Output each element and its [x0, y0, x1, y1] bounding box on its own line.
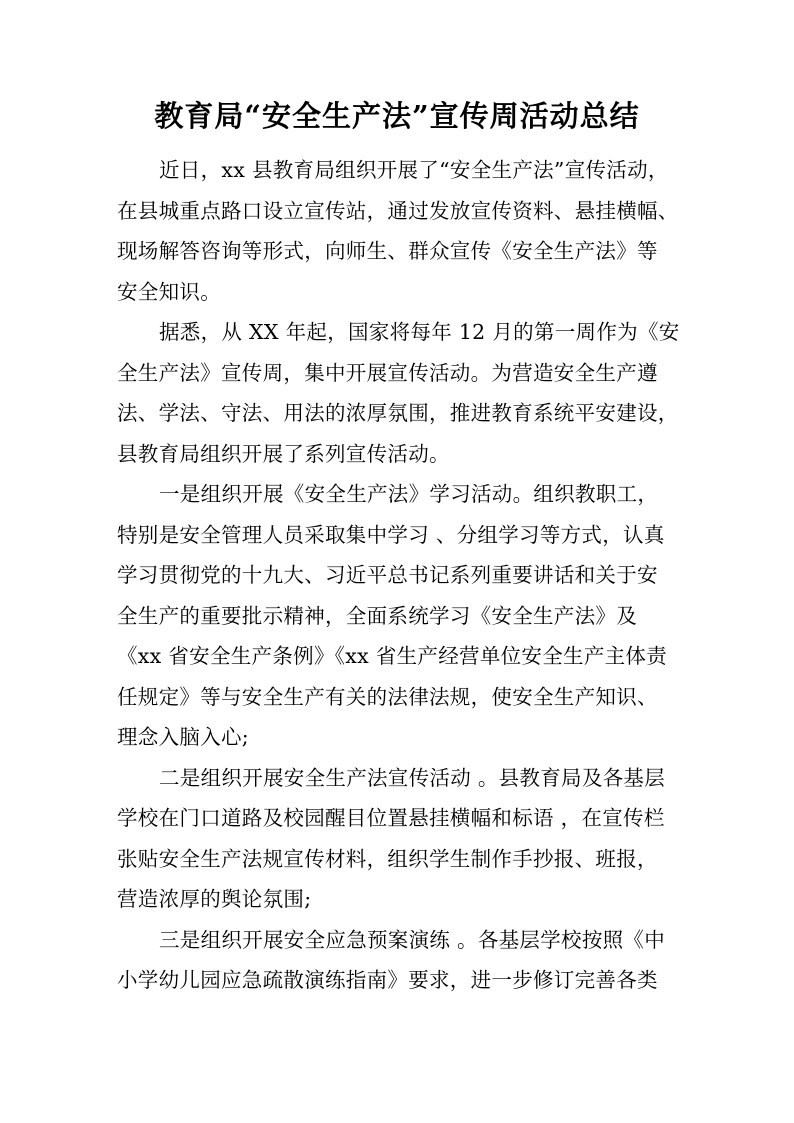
- text-line: 张贴安全生产法规宣传材料，组织学生制作手抄报、班报，: [117, 846, 658, 871]
- text-line: 三是组织开展安全应急预案演练 。各基层学校按照《中: [159, 927, 666, 952]
- paragraph-publicity: [117, 758, 689, 920]
- text-line: 《xx 省安全生产条例》《xx 省生产经营单位安全生产主体责: [117, 644, 668, 668]
- text-line: 学习贯彻党的十九大、习近平总书记系列重要讲话和关于安: [117, 563, 658, 587]
- text-line: 安全知识。: [117, 279, 221, 304]
- text-line: 近日，xx 县教育局组织开展了“安全生产法”宣传活动，: [159, 158, 669, 182]
- text-line: 全生产的重要批示精神，全面系统学习《安全生产法》及: [117, 603, 637, 628]
- text-line: 营造浓厚的舆论氛围;: [117, 887, 312, 911]
- paragraph-background: [117, 312, 689, 474]
- paragraph-drill: [117, 920, 689, 1001]
- text-line: 学校在门口道路及校园醒目位置悬挂横幅和标语 ，在宣传栏: [117, 806, 665, 830]
- text-line: 二是组织开展安全生产法宣传活动 。县教育局及各基层: [159, 765, 666, 790]
- text-line: 法、学法、守法、用法的浓厚氛围，推进教育系统平安建设，: [117, 401, 679, 425]
- text-line: 县教育局组织开展了系列宣传活动。: [117, 441, 450, 466]
- text-line: 小学幼儿园应急疏散演练指南》要求，进一步修订完善各类: [117, 968, 658, 992]
- text-line: 据悉，从 XX 年起，国家将每年 12 月的第一周作为《安: [159, 320, 680, 344]
- paragraph-study: [117, 474, 689, 758]
- document-body: [117, 150, 689, 1001]
- text-line: 在县城重点路口设立宣传站，通过发放宣传资料、悬挂横幅、: [117, 198, 679, 223]
- text-line: 特别是安全管理人员采取集中学习 、分组学习等方式，认真: [117, 522, 665, 547]
- text-line: 现场解答咨询等形式，向师生、群众宣传《安全生产法》等: [117, 239, 658, 263]
- text-line: 全生产法》宣传周，集中开展宣传活动。为营造安全生产遵: [117, 360, 658, 385]
- text-line: 任规定》等与安全生产有关的法律法规，使安全生产知识、: [117, 684, 658, 709]
- text-line: 一是组织开展《安全生产法》学习活动。组织教职工，: [159, 482, 659, 506]
- text-line: 理念入脑入心;: [117, 725, 250, 749]
- paragraph-intro: [117, 150, 689, 312]
- page-title: 教育局“安全生产法”宣传周活动总结: [154, 99, 640, 133]
